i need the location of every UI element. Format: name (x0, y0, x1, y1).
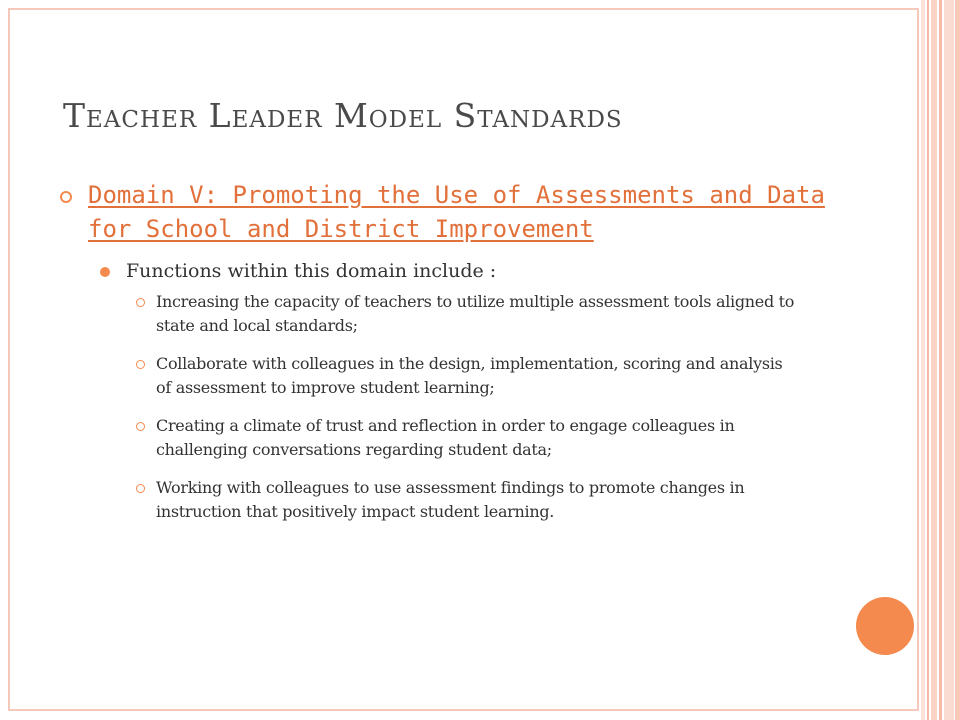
ring-bullet-icon (136, 360, 145, 369)
list-item (136, 476, 796, 524)
slide-content (60, 178, 840, 538)
dot-bullet-icon (100, 267, 110, 277)
list-item (136, 414, 796, 462)
list-item (136, 290, 796, 338)
decorative-stripe (931, 0, 937, 720)
decorative-circle (856, 597, 914, 655)
domain-link[interactable]: Domain V: Promoting the Use of Assessments and Data for School and District Improvement (88, 181, 825, 243)
function-text: Collaborate with colleagues in the design, implementation, scoring and analysis of assessment to improve student learning; (156, 354, 783, 397)
ring-bullet-icon (136, 298, 145, 307)
function-text: Increasing the capacity of teachers to utilize multiple assessment tools aligned to state and local standards; (156, 292, 795, 335)
ring-bullet-icon (60, 191, 72, 203)
list-item (136, 352, 796, 400)
functions-list (136, 290, 840, 524)
slide-title: Teacher Leader Model Standards (63, 96, 623, 135)
functions-intro-bullet (100, 258, 840, 284)
ring-bullet-icon (136, 484, 145, 493)
decorative-stripe (939, 0, 942, 720)
decorative-stripe (927, 0, 929, 720)
function-text: Creating a climate of trust and reflection in order to engage colleagues in challenging conversations regarding student data; (156, 416, 735, 459)
domain-bullet (60, 178, 840, 246)
decorative-stripe (955, 0, 960, 720)
decorative-stripe (944, 0, 954, 720)
function-text: Working with colleagues to use assessment findings to promote changes in instruction that positively impact student learning. (156, 478, 745, 521)
ring-bullet-icon (136, 422, 145, 431)
decorative-stripe (921, 0, 925, 720)
functions-intro: Functions within this domain include : (126, 260, 497, 282)
